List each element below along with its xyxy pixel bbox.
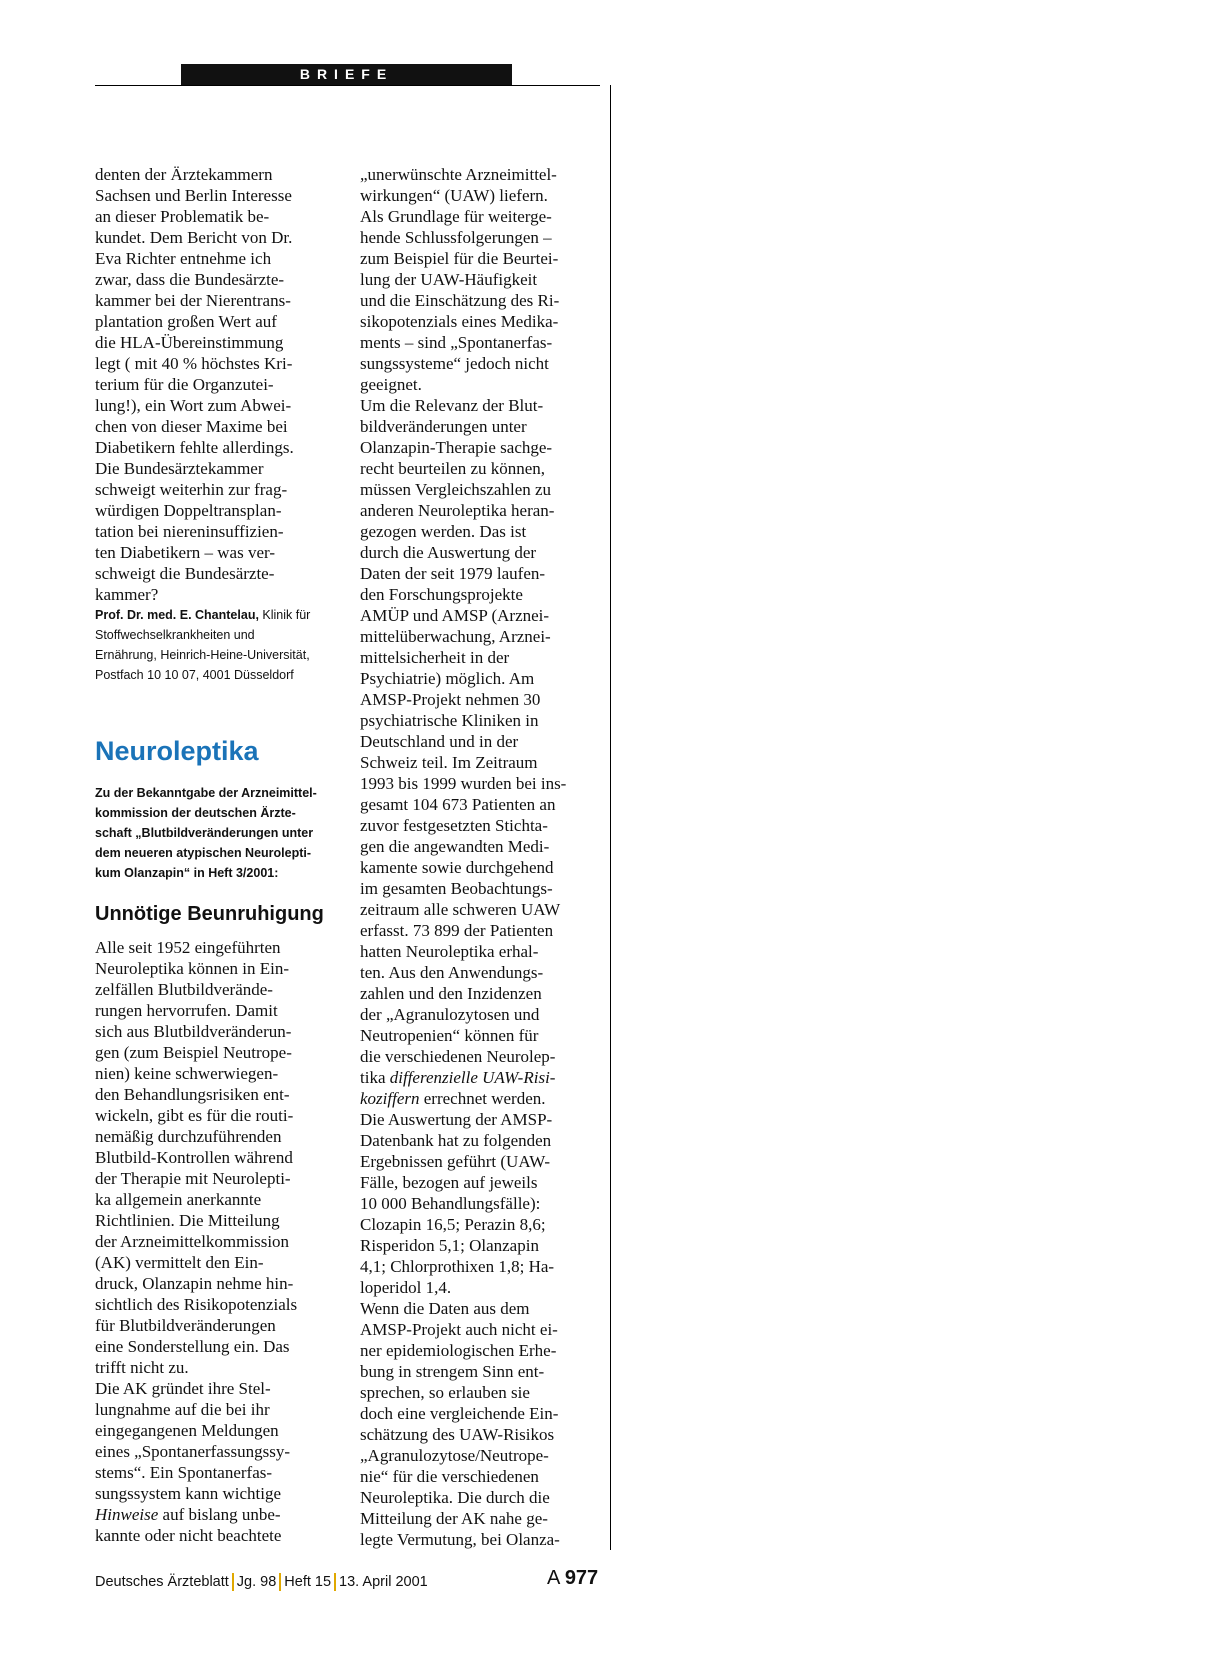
text-line: 4,1; Chlorprothixen 1,8; Ha- [360,1257,555,1276]
text-line: gen die angewandten Medi- [360,837,550,856]
text-line: Fälle, bezogen auf jeweils [360,1173,538,1192]
text-line: 1993 bis 1999 wurden bei ins- [360,774,567,793]
text-line: Mitteilung der AK nahe ge- [360,1509,548,1528]
text-line: Schweiz teil. Im Zeitraum [360,753,538,772]
journal-volume: Jg. 98 [236,1573,277,1590]
intro-line: dem neueren atypischen Neurolepti- [95,846,312,860]
text-line: ner epidemiologischen Erhe- [360,1341,557,1360]
italic-line-1-text: differenzielle UAW-Risi- [389,1068,556,1087]
text-line: gesamt 104 673 Patienten an [360,795,556,814]
signature-line-2: Stoffwechselkrankheiten und [95,628,255,642]
text-line: „Agranulozytose/Neutrope- [360,1446,549,1465]
text-line: kammer? [95,585,159,604]
text-line: sungssystem kann wichtige [95,1484,282,1503]
text-line: anderen Neuroleptika heran- [360,501,555,520]
text-line: schätzung des UAW-Risikos [360,1425,555,1444]
journal-name: Deutsches Ärzteblatt [95,1573,229,1590]
text-line: müssen Vergleichszahlen zu [360,480,552,499]
signature-line-3: Ernährung, Heinrich-Heine-Universität, [95,648,310,662]
text-line: mittelüberwachung, Arznei- [360,627,551,646]
text-line: der „Agranulozytosen und [360,1005,540,1024]
section-header: BRIEFE [181,64,512,85]
text-line: Die Bundesärztekammer [95,459,264,478]
text-line: AMSP-Projekt nehmen 30 [360,690,541,709]
journal-issue: Heft 15 [284,1573,332,1590]
italic-line-2 [360,1088,600,1109]
text-line: sungssysteme“ jedoch nicht [360,354,549,373]
text-line: Psychiatrie) möglich. Am [360,669,535,688]
page-number [547,1567,598,1590]
text-line: (AK) vermittelt den Ein- [95,1253,264,1272]
text-line: Wenn die Daten aus dem [360,1299,530,1318]
italic-line-2-text: koziffern [360,1089,420,1108]
text-line: loperidol 1,4. [360,1278,452,1297]
italic-line-1-prefix: tika [360,1068,390,1087]
text-line: sichtlich des Risikopotenzials [95,1295,298,1314]
text-line: Ergebnissen geführt (UAW- [360,1152,550,1171]
text-line: denten der Ärztekammern [95,165,273,184]
text-line: eines „Spontanerfassungssy- [95,1442,290,1461]
subheading: Unnötige Beunruhigung [95,903,324,925]
text-line: rungen hervorrufen. Damit [95,1001,278,1020]
text-line: zeitraum alle schweren UAW [360,900,561,919]
author-name: Prof. Dr. med. E. Chantelau, [95,608,259,622]
text-line: Um die Relevanz der Blut- [360,396,544,415]
text-line: stems“. Ein Spontanerfas- [95,1463,273,1482]
text-line: zelfällen Blutbildverände- [95,980,273,999]
text-line: ments – sind „Spontanerfas- [360,333,553,352]
text-line: eine Sonderstellung ein. Das [95,1337,290,1356]
letter-text [95,164,335,605]
text-line: lungnahme auf die bei ihr [95,1400,270,1419]
intro-line: schaft „Blutbildveränderungen unter [95,826,314,840]
footer-separator [279,1573,281,1591]
text-line: AMSP-Projekt auch nicht ei- [360,1320,558,1339]
text-line: zum Beispiel für die Beurtei- [360,249,559,268]
text-line: durch die Auswertung der [360,543,537,562]
text-line: bung in strengem Sinn ent- [360,1362,545,1381]
text-line: legt ( mit 40 % höchstes Kri- [95,354,293,373]
text-line: der Therapie mit Neurolepti- [95,1169,291,1188]
text-line: AMÜP und AMSP (Arznei- [360,606,550,625]
text-line: Diabetikern fehlte allerdings. [95,438,294,457]
footer [95,1573,428,1591]
text-line: Als Grundlage für weiterge- [360,207,552,226]
text-line: würdigen Doppeltransplan- [95,501,282,520]
italic-line-2-rest: errechnet werden. [419,1089,546,1108]
text-line: geeignet. [360,375,422,394]
signature-line-4: Postfach 10 10 07, 4001 Düsseldorf [95,668,294,682]
text-line: Datenbank hat zu folgenden [360,1131,552,1150]
intro-line: kum Olanzapin“ in Heft 3/2001: [95,866,279,880]
text-line: Daten der seit 1979 laufen- [360,564,546,583]
text-line: Die Auswertung der AMSP- [360,1110,553,1129]
text-line: Eva Richter entnehme ich [95,249,272,268]
text-line: recht beurteilen zu können, [360,459,546,478]
text-line: die HLA-Übereinstimmung [95,333,284,352]
text-line: Olanzapin-Therapie sachge- [360,438,553,457]
text-line: für Blutbildveränderungen [95,1316,276,1335]
text-line: ten. Aus den Anwendungs- [360,963,544,982]
text-line: Clozapin 16,5; Perazin 8,6; [360,1215,546,1234]
text-line: druck, Olanzapin nehme hin- [95,1274,294,1293]
text-line: gen (zum Beispiel Neutrope- [95,1043,292,1062]
text-line: sikopotenzials eines Medika- [360,312,559,331]
intro-line: Zu der Bekanntgabe der Arzneimittel- [95,786,317,800]
text-line: hende Schlussfolgerungen – [360,228,552,247]
text-line: Neuroleptika können in Ein- [95,959,290,978]
text-line: lung der UAW-Häufigkeit [360,270,538,289]
text-line: schweigt die Bundesärzte- [95,564,275,583]
signature-line-1 [95,605,335,625]
text-line: doch eine vergleichende Ein- [360,1404,559,1423]
text-line: im gesamten Beobachtungs- [360,879,553,898]
signature [95,605,335,685]
body-text-2b [360,1109,600,1550]
italic-line-1 [360,1067,600,1088]
text-line: die verschiedenen Neurolep- [360,1047,556,1066]
text-line: chen von dieser Maxime bei [95,417,288,436]
text-line: Alle seit 1952 eingeführten [95,938,281,957]
text-line: sprechen, so erlauben sie [360,1383,530,1402]
text-line: lung!), ein Wort zum Abwei- [95,396,292,415]
body-line-last: kannte oder nicht beachtete [95,1526,282,1545]
text-line: sich aus Blutbildveränderun- [95,1022,292,1041]
text-line: den Forschungsprojekte [360,585,523,604]
signature-affiliation: Klinik für [258,608,311,622]
column-1 [95,164,335,1546]
text-line: trifft nicht zu. [95,1358,189,1377]
text-line: nie“ für die verschiedenen [360,1467,539,1486]
text-line: den Behandlungsrisiken ent- [95,1085,290,1104]
text-line: wickeln, gibt es für die routi- [95,1106,294,1125]
column-2 [360,164,600,1550]
text-line: 10 000 Behandlungsfälle): [360,1194,541,1213]
text-line: nien) keine schwerwiegen- [95,1064,279,1083]
text-line: „unerwünschte Arzneimittel- [360,165,557,184]
text-line: und die Einschätzung des Ri- [360,291,560,310]
text-line: Neuroleptika. Die durch die [360,1488,550,1507]
text-line: eingegangenen Meldungen [95,1421,279,1440]
text-line: Sachsen und Berlin Interesse [95,186,292,205]
body-line-rest: auf bislang unbe- [158,1505,281,1524]
text-line: der Arzneimittelkommission [95,1232,290,1251]
text-line: Neutropenien“ können für [360,1026,539,1045]
body-line-italic [95,1504,335,1525]
text-line: Deutschland und in der [360,732,519,751]
text-line: mittelsicherheit in der [360,648,510,667]
text-line: kundet. Dem Bericht von Dr. [95,228,293,247]
text-line: kammer bei der Nierentrans- [95,291,291,310]
text-line: psychiatrische Kliniken in [360,711,539,730]
text-line: kamente sowie durchgehend [360,858,554,877]
footer-separator [232,1573,234,1591]
intro-text [95,783,335,883]
intro-line: kommission der deutschen Ärzte- [95,806,296,820]
journal-date: 13. April 2001 [339,1573,428,1590]
text-line: zahlen und den Inzidenzen [360,984,542,1003]
header-rule [95,85,600,86]
text-line: nemäßig durchzuführenden [95,1127,282,1146]
footer-separator [334,1573,336,1591]
text-line: gezogen werden. Das ist [360,522,527,541]
text-line: Richtlinien. Die Mitteilung [95,1211,280,1230]
text-line: hatten Neuroleptika erhal- [360,942,539,961]
text-line: Risperidon 5,1; Olanzapin [360,1236,539,1255]
text-line: legte Vermutung, bei Olanza- [360,1530,560,1549]
text-line: an dieser Problematik be- [95,207,270,226]
text-line: bildveränderungen unter [360,417,527,436]
body-text [95,937,335,1504]
italic-word: Hinweise [95,1505,159,1524]
text-line: tation bei niereninsuffizien- [95,522,284,541]
text-line: Blutbild-Kontrollen während [95,1148,293,1167]
column-rule [610,85,611,1550]
body-text-2a [360,164,600,1067]
text-line: Die AK gründet ihre Stel- [95,1379,271,1398]
text-line: zwar, dass die Bundesärzte- [95,270,285,289]
section-title: Neuroleptika [95,736,259,766]
text-line: ten Diabetikern – was ver- [95,543,275,562]
page-number-value: 977 [564,1567,599,1589]
text-line: ka allgemein anerkannte [95,1190,262,1209]
text-line: erfasst. 73 899 der Patienten [360,921,554,940]
text-line: plantation großen Wert auf [95,312,277,331]
page-prefix: A [547,1567,560,1589]
text-line: wirkungen“ (UAW) liefern. [360,186,548,205]
text-line: terium für die Organzutei- [95,375,274,394]
text-line: zuvor festgesetzten Stichta- [360,816,548,835]
text-line: schweigt weiterhin zur frag- [95,480,288,499]
